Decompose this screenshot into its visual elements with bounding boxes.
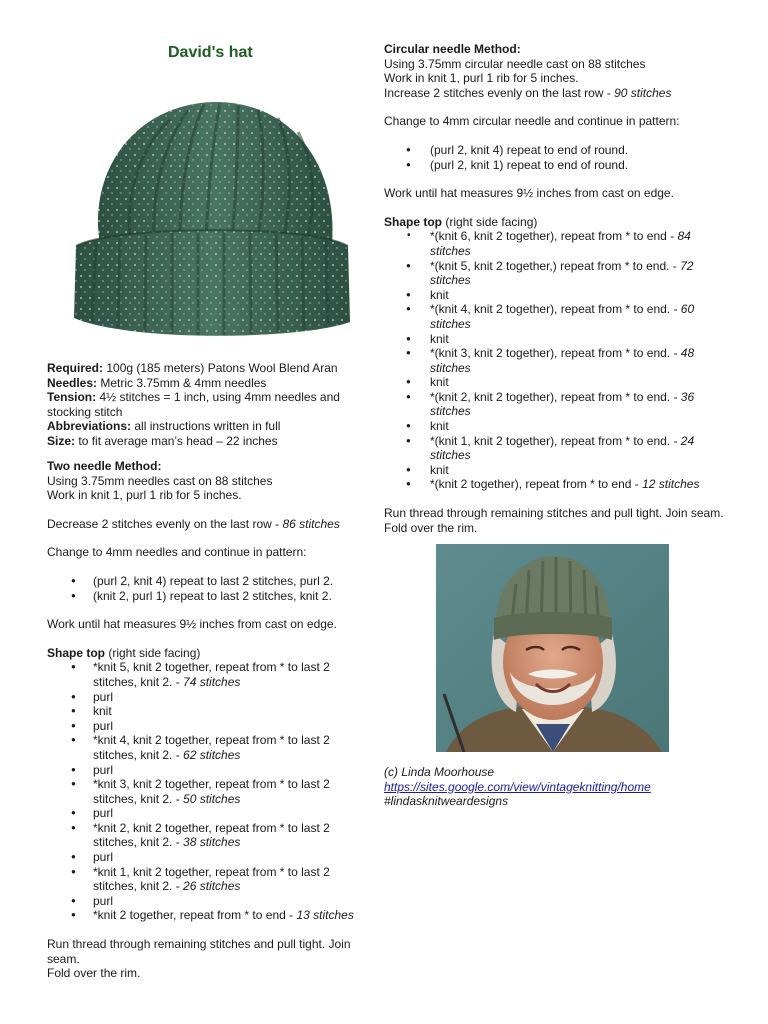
circular-heading: Circular needle Method:	[384, 42, 521, 56]
tension-label: Tension:	[47, 390, 97, 405]
list-item: ● knit	[384, 375, 729, 390]
list-item: ● *(knit 2, knit 2 together), repeat from * to end. - 36 stitches	[384, 390, 729, 419]
two-needle-cast-on: Using 3.75mm needles cast on 88 stitches	[47, 473, 273, 488]
list-item: ● *(knit 2 together), repeat from * to end - 12 stitches	[384, 477, 729, 492]
website-link[interactable]: https://sites.google.com/view/vintageknitting/home	[384, 779, 651, 794]
shape-top-label: Shape top	[384, 214, 443, 229]
list-item: ● *knit 3, knit 2 together, repeat from * to last 2 stitches, knit 2. - 50 stitches	[47, 777, 377, 806]
list-item: ● purl	[47, 894, 377, 909]
list-item: ● knit	[47, 704, 377, 719]
list-item: ● knit	[384, 332, 729, 347]
two-needle-heading: Two needle Method:	[47, 459, 162, 473]
circular-work-until: Work until hat measures 9½ inches from cast on edge.	[384, 186, 674, 201]
list-item: • *(knit 6, knit 2 together), repeat from * to end - 84 stitches	[384, 229, 729, 258]
list-item: ● knit	[384, 463, 729, 478]
size-text: to fit average man’s head – 22 inches	[78, 433, 278, 448]
list-item: ● *knit 1, knit 2 together, repeat from * to last 2 stitches, knit 2. - 26 stitches	[47, 865, 377, 894]
page-title: David's hat	[168, 44, 253, 61]
circular-increase	[384, 86, 729, 101]
requirements-section	[47, 361, 377, 449]
decrease-text: Decrease 2 stitches evenly on the last row -	[47, 516, 283, 531]
tension-text: 4½ stitches = 1 inch, using 4mm needles and stocking stitch	[47, 390, 340, 419]
credits-section	[384, 765, 729, 809]
list-item: ● purl	[47, 719, 377, 734]
list-item: ● purl	[47, 690, 377, 705]
hat-image	[70, 86, 353, 342]
circular-cast-on: Using 3.75mm circular needle cast on 88 stitches	[384, 56, 646, 71]
list-item: ● *(knit 1, knit 2 together), repeat from * to end. - 24 stitches	[384, 434, 729, 463]
circular-change: Change to 4mm circular needle and continue in pattern:	[384, 114, 680, 129]
list-item: ● (purl 2, knit 1) repeat to end of round.	[384, 158, 729, 173]
list-item: ● purl	[47, 850, 377, 865]
circular-section	[384, 42, 729, 535]
hashtag: #lindasknitweardesigns	[384, 794, 509, 809]
increase-count: 90 stitches	[614, 85, 672, 100]
two-needle-finish-2: Fold over the rim.	[47, 966, 141, 981]
decrease-count: 86 stitches	[282, 516, 340, 531]
model-photo	[436, 544, 669, 752]
list-item: ● *(knit 5, knit 2 together,) repeat from * to end. - 72 stitches	[384, 259, 729, 288]
two-needle-decrease	[47, 517, 377, 532]
list-item: ● knit	[384, 419, 729, 434]
list-item: ● *knit 2 together, repeat from * to end - 13 stitches	[47, 908, 377, 923]
abbreviations-label: Abbreviations:	[47, 419, 132, 434]
two-needle-shape-list	[47, 660, 377, 923]
size-label: Size:	[47, 433, 76, 448]
shape-top-note: (right side facing)	[105, 645, 201, 660]
two-needle-section	[47, 459, 377, 981]
list-item: ● (purl 2, knit 4) repeat to end of round.	[384, 143, 729, 158]
circular-rib: Work in knit 1, purl 1 rib for 5 inches.	[384, 71, 579, 86]
required-label: Required:	[47, 361, 104, 375]
list-item: ● purl	[47, 763, 377, 778]
two-needle-finish-1: Run thread through remaining stitches and pull tight. Join seam.	[47, 937, 351, 966]
shape-top-note: (right side facing)	[442, 214, 538, 229]
list-item: ● *knit 4, knit 2 together, repeat from * to last 2 stitches, knit 2. - 62 stitches	[47, 733, 377, 762]
author-credit: (c) Linda Moorhouse	[384, 765, 495, 779]
two-needle-change: Change to 4mm needles and continue in pattern:	[47, 545, 307, 560]
required-text: 100g (185 meters) Patons Wool Blend Aran	[106, 361, 338, 375]
circular-shape-top-heading	[384, 215, 729, 230]
list-item: ● *(knit 3, knit 2 together), repeat from * to end. - 48 stitches	[384, 346, 729, 375]
list-item: ● (knit 2, purl 1) repeat to last 2 stitches, knit 2.	[47, 589, 377, 604]
list-item: ● *(knit 4, knit 2 together), repeat from * to end. - 60 stitches	[384, 302, 729, 331]
two-needle-rib: Work in knit 1, purl 1 rib for 5 inches.	[47, 488, 242, 503]
circular-finish: Run thread through remaining stitches and pull tight. Join seam. Fold over the rim.	[384, 506, 724, 535]
list-item: ● *knit 5, knit 2 together, repeat from * to last 2 stitches, knit 2. - 74 stitches	[47, 660, 377, 689]
list-item: ● purl	[47, 806, 377, 821]
list-item: ● *knit 2, knit 2 together, repeat from * to last 2 stitches, knit 2. - 38 stitches	[47, 821, 377, 850]
shape-top-label: Shape top	[47, 645, 106, 660]
two-needle-work-until: Work until hat measures 9½ inches from cast on edge.	[47, 617, 337, 632]
circular-shape-list	[384, 229, 729, 492]
two-needle-shape-top-heading	[47, 646, 377, 661]
circular-pattern-list	[384, 143, 729, 172]
list-item: ● (purl 2, knit 4) repeat to last 2 stitches, purl 2.	[47, 574, 377, 589]
two-needle-pattern-list	[47, 574, 377, 603]
increase-text: Increase 2 stitches evenly on the last row -	[384, 85, 615, 100]
needles-text: Metric 3.75mm & 4mm needles	[100, 375, 267, 390]
abbreviations-text: all instructions written in full	[134, 419, 281, 434]
needles-label: Needles:	[47, 375, 98, 390]
list-item: ● knit	[384, 288, 729, 303]
